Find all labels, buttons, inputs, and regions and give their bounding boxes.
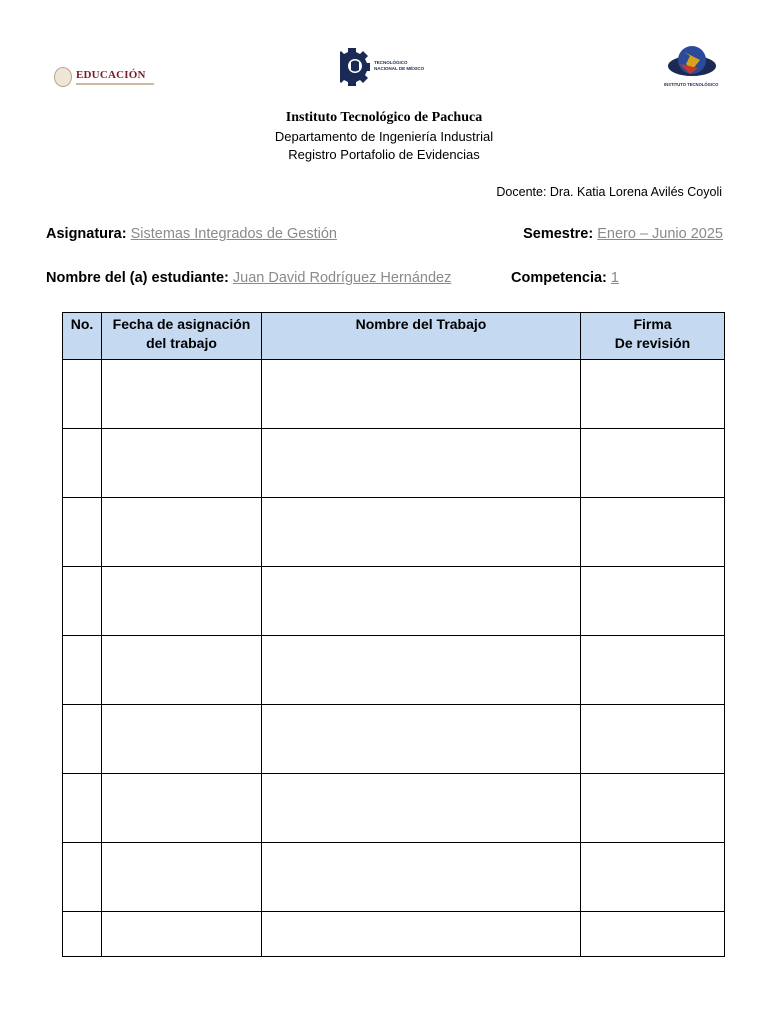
tecnm-logo [340,44,436,88]
cell-no[interactable] [63,774,102,843]
tecnm-line1: TECNOLÓGICO [374,60,408,65]
cell-work-name[interactable] [262,705,581,774]
itp-caption: INSTITUTO TECNOLÓGICO [664,82,719,87]
table-row [63,912,725,957]
cell-no[interactable] [63,498,102,567]
cell-date[interactable] [102,912,262,957]
cell-signature[interactable] [581,498,725,567]
table-row [63,636,725,705]
table-header-row [63,313,725,360]
semester-label: Semestre: [523,226,594,242]
table-row [63,498,725,567]
cell-date[interactable] [102,843,262,912]
header-date: Fecha de asignación del trabajo [102,313,262,360]
cell-work-name[interactable] [262,843,581,912]
table-row [63,705,725,774]
table-row [63,360,725,429]
itp-logo [662,42,722,92]
header-signature: Firma De revisión [581,313,725,360]
department-title: Departamento de Ingeniería Industrial [274,129,494,144]
semester-field [523,226,723,242]
cell-work-name[interactable] [262,567,581,636]
gear-icon [340,46,370,86]
table-row [63,774,725,843]
competence-field [511,270,619,286]
header-work-name: Nombre del Trabajo [262,313,581,360]
cell-work-name[interactable] [262,774,581,843]
cell-no[interactable] [63,636,102,705]
cell-no[interactable] [63,912,102,957]
cell-date[interactable] [102,774,262,843]
cell-no[interactable] [63,705,102,774]
cell-date[interactable] [102,636,262,705]
cell-date[interactable] [102,567,262,636]
cell-no[interactable] [63,360,102,429]
cell-signature[interactable] [581,567,725,636]
cell-signature[interactable] [581,843,725,912]
cell-signature[interactable] [581,429,725,498]
cell-work-name[interactable] [262,360,581,429]
cell-work-name[interactable] [262,429,581,498]
institute-emblem-icon [662,42,722,82]
subject-label: Asignatura: [46,226,127,242]
cell-date[interactable] [102,498,262,567]
subject-value: Sistemas Integrados de Gestión [130,226,337,242]
educacion-logo [54,62,154,92]
table-row [63,567,725,636]
educacion-logo-text: EDUCACIÓN [76,69,146,81]
student-value: Juan David Rodríguez Hernández [232,270,452,286]
cell-signature[interactable] [581,705,725,774]
seal-icon [54,67,72,87]
subject-field [46,226,337,242]
table-row [63,429,725,498]
cell-no[interactable] [63,843,102,912]
student-label: Nombre del (a) estudiante: [46,270,229,286]
cell-no[interactable] [63,429,102,498]
evidence-table [62,312,725,957]
cell-work-name[interactable] [262,498,581,567]
competence-label: Competencia: [511,270,607,286]
cell-signature[interactable] [581,912,725,957]
cell-signature[interactable] [581,774,725,843]
cell-no[interactable] [63,567,102,636]
registry-title: Registro Portafolio de Evidencias [288,147,480,162]
semester-value: Enero – Junio 2025 [597,226,723,242]
competence-value: 1 [610,270,619,286]
table-row [63,843,725,912]
tecnm-line2: NACIONAL DE MÉXICO [374,66,425,71]
header-no: No. [63,313,102,360]
cell-signature[interactable] [581,636,725,705]
teacher-name: Docente: Dra. Katia Lorena Avilés Coyoli [496,185,722,199]
cell-work-name[interactable] [262,636,581,705]
cell-date[interactable] [102,705,262,774]
cell-signature[interactable] [581,360,725,429]
student-field [46,270,451,286]
institution-title: Instituto Tecnológico de Pachuca [285,110,483,125]
cell-work-name[interactable] [262,912,581,957]
cell-date[interactable] [102,360,262,429]
cell-date[interactable] [102,429,262,498]
